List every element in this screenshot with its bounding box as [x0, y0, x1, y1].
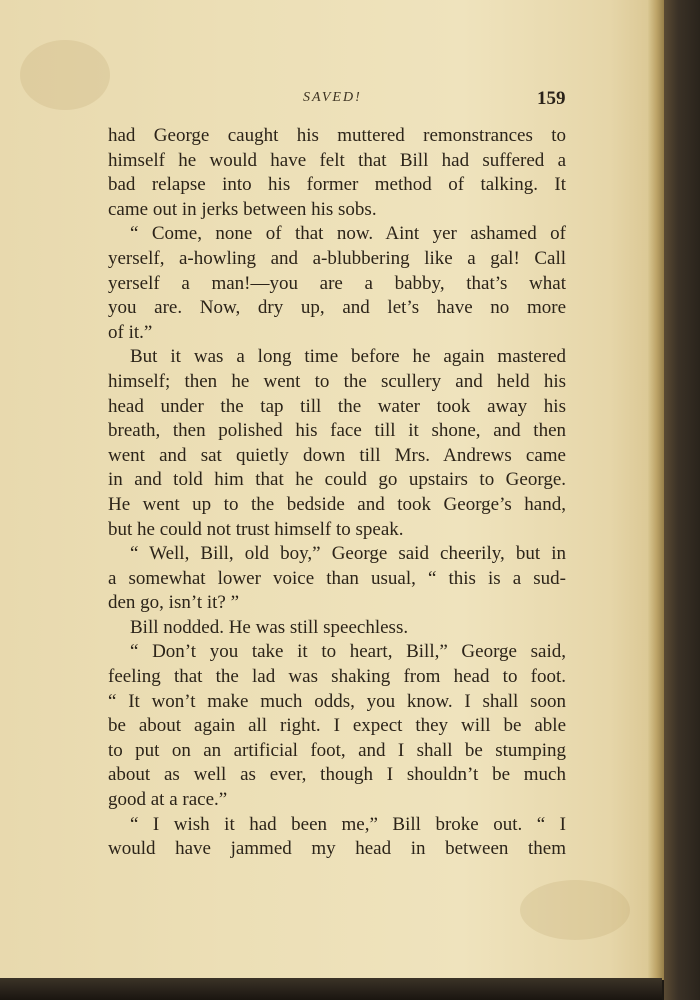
text-line: be about again all right. I expect they will be able	[108, 715, 566, 737]
paragraph	[108, 542, 566, 616]
text-line: a somewhat lower voice than usual, “ this is a sud-	[108, 567, 566, 589]
text-line: to put on an artificial foot, and I shall be stumping	[108, 739, 566, 761]
text-line: himself; then he went to the scullery and held his	[108, 370, 566, 392]
text-line: head under the tap till the water took away his	[108, 395, 566, 417]
text-line: He went up to the bedside and took George’s hand,	[108, 493, 566, 515]
paragraph	[108, 616, 566, 641]
text-line: yerself, a-howling and a-blubbering like a gal! Call	[108, 247, 566, 269]
text-line: den go, isn’t it? ”	[108, 592, 240, 614]
text-line: but he could not trust himself to speak.	[108, 518, 404, 540]
text-line: But it was a long time before he again mastered	[130, 346, 566, 368]
body-text	[108, 124, 566, 862]
paragraph	[108, 813, 566, 862]
text-line: “ Don’t you take it to heart, Bill,” George said,	[130, 641, 566, 663]
paragraph	[108, 124, 566, 222]
text-line: breath, then polished his face till it shone, and then	[108, 420, 566, 442]
text-line: “ It won’t make much odds, you know. I shall soon	[108, 690, 566, 712]
text-line: went and sat quietly down till Mrs. Andrews came	[108, 444, 566, 466]
paragraph	[108, 345, 566, 542]
paper-stain	[520, 880, 630, 940]
paragraph	[108, 222, 566, 345]
page-header	[0, 86, 662, 116]
text-line: “ Come, none of that now. Aint yer ashamed of	[130, 223, 566, 245]
text-line: himself he would have felt that Bill had suffered a	[108, 149, 566, 171]
text-line: of it.”	[108, 321, 153, 343]
book-binding	[664, 0, 700, 1000]
page-bottom-shadow	[0, 978, 662, 1000]
text-line: had George caught his muttered remonstrances to	[108, 125, 566, 146]
page-number: 159	[537, 88, 566, 109]
text-line: good at a race.”	[108, 789, 228, 811]
text-line: would have jammed my head in between them	[108, 838, 566, 860]
running-head: SAVED!	[303, 90, 362, 105]
text-line: feeling that the lad was shaking from head to foot.	[108, 666, 566, 688]
text-line: came out in jerks between his sobs.	[108, 198, 377, 220]
text-line: you are. Now, dry up, and let’s have no more	[108, 297, 566, 319]
text-line: Bill nodded. He was still speechless.	[130, 616, 409, 638]
text-line: in and told him that he could go upstairs to George.	[108, 469, 566, 491]
text-line: yerself a man!—you are a babby, that’s what	[108, 272, 566, 294]
text-line: bad relapse into his former method of talking. It	[108, 174, 566, 196]
text-line: “ Well, Bill, old boy,” George said cheerily, but in	[130, 543, 566, 565]
text-line: about as well as ever, though I shouldn’t be much	[108, 764, 566, 786]
paragraph	[108, 640, 566, 812]
text-line: “ I wish it had been me,” Bill broke out. “ I	[130, 813, 566, 835]
